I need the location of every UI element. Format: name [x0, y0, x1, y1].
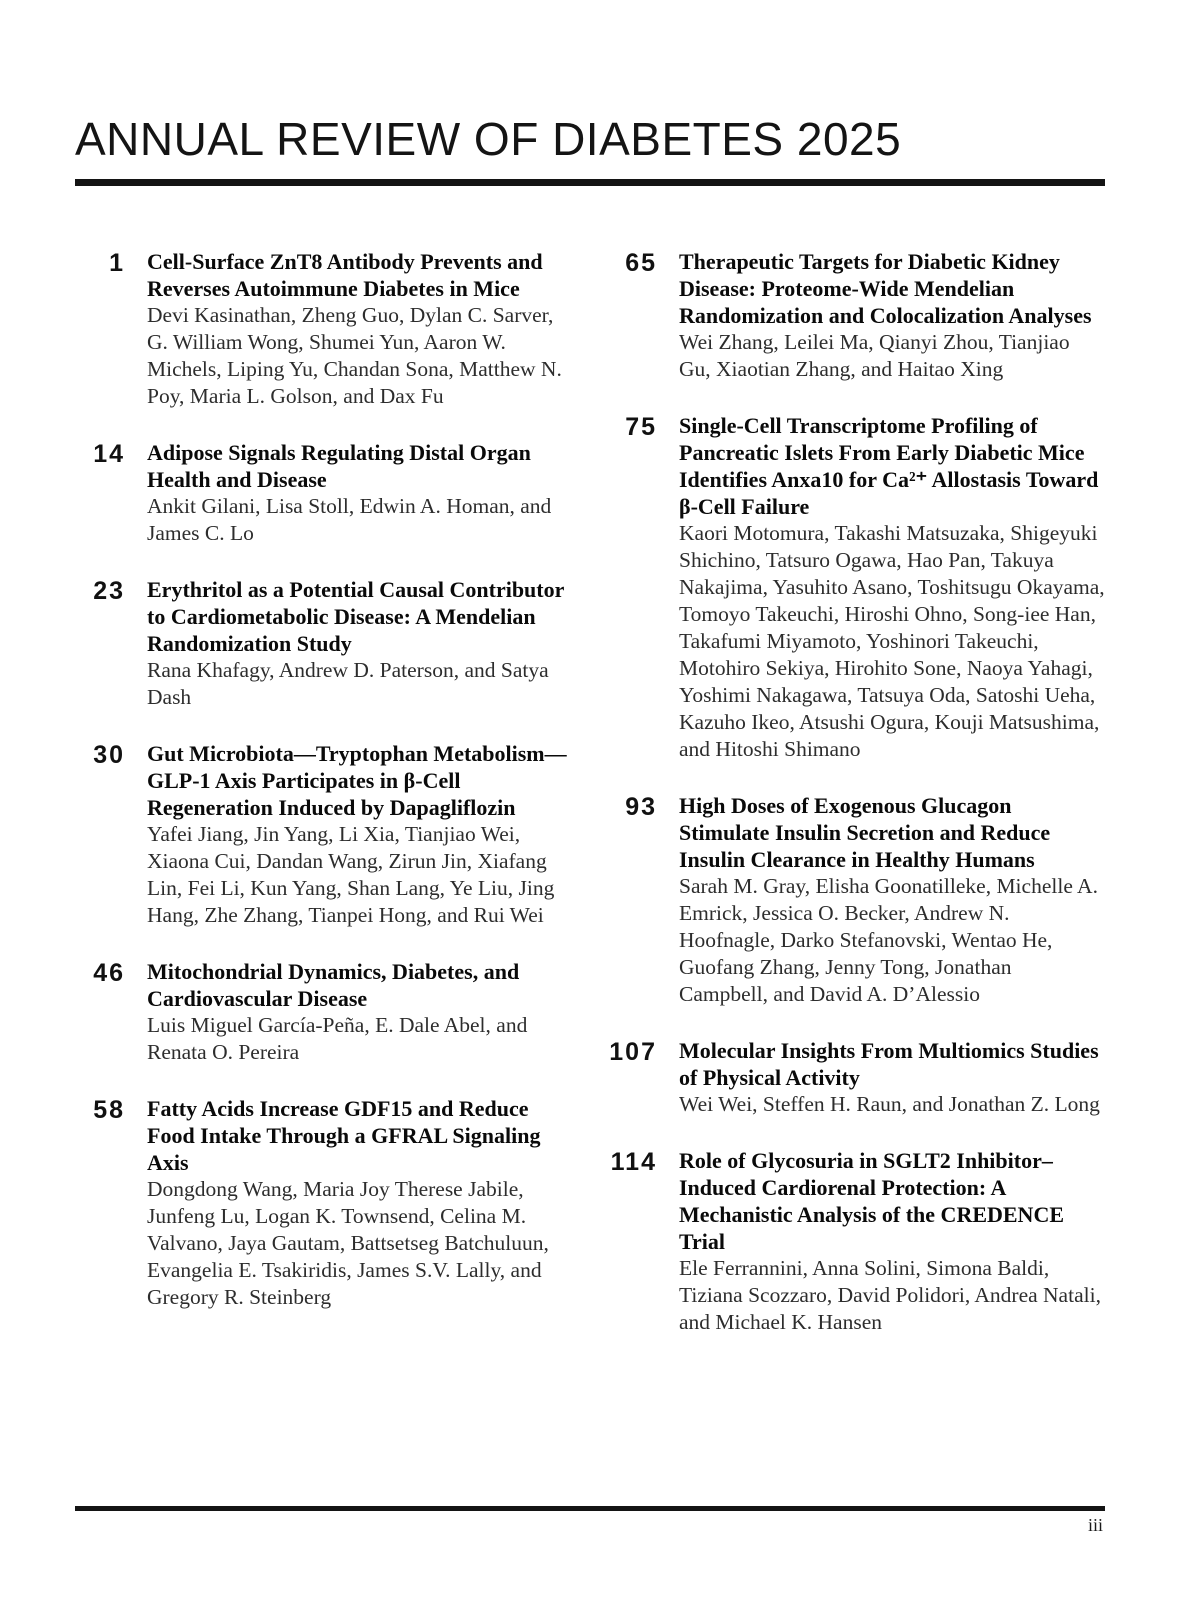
footer-rule: [75, 1506, 1105, 1511]
page-header: [0, 0, 1200, 186]
entry-page-number: 93: [625, 793, 657, 821]
article-title: High Doses of Exogenous Glucagon Stimulate Insulin Secretion and Reduce Insulin Clearance in Healthy Humans: [679, 793, 1051, 872]
toc-column-left: [75, 248, 573, 1365]
toc-entry: [607, 1147, 1105, 1336]
entry-body: [147, 1095, 573, 1311]
article-authors: Yafei Jiang, Jin Yang, Li Xia, Tianjiao Wei, Xiaona Cui, Dandan Wang, Zirun Jin, Xiafang Lin, Fei Li, Kun Yang, Shan Lang, Ye Liu, Jing Hang, Zhe Zhang, Tianpei Hong, and Rui Wei: [147, 822, 555, 927]
entry-page-number: 65: [625, 249, 657, 277]
article-authors: Wei Zhang, Leilei Ma, Qianyi Zhou, Tianjiao Gu, Xiaotian Zhang, and Haitao Xing: [679, 330, 1070, 381]
article-title: Therapeutic Targets for Diabetic Kidney Disease: Proteome-Wide Mendelian Randomization and Colocalization Analyses: [679, 249, 1092, 328]
toc-entry: [75, 439, 573, 547]
article-authors: Luis Miguel García-Peña, E. Dale Abel, and Renata O. Pereira: [147, 1013, 528, 1064]
article-title: Gut Microbiota—Tryptophan Metabolism—GLP-1 Axis Participates in β-Cell Regeneration Induced by Dapagliflozin: [147, 741, 567, 820]
toc-entry: [75, 958, 573, 1066]
entry-body: [147, 576, 573, 711]
article-title: Cell-Surface ZnT8 Antibody Prevents and Reverses Autoimmune Diabetes in Mice: [147, 249, 543, 301]
header-rule: [75, 179, 1105, 186]
article-title: Fatty Acids Increase GDF15 and Reduce Food Intake Through a GFRAL Signaling Axis: [147, 1096, 541, 1175]
entry-body: [679, 1037, 1105, 1118]
entry-page-number: 14: [93, 440, 125, 468]
article-title: Adipose Signals Regulating Distal Organ Health and Disease: [147, 440, 531, 492]
article-authors: Sarah M. Gray, Elisha Goonatilleke, Michelle A. Emrick, Jessica O. Becker, Andrew N. Hoofnagle, Darko Stefanovski, Wentao He, Guofang Zhang, Jenny Tong, Jonathan Campbell, and David A. D’Alessio: [679, 874, 1098, 1006]
article-authors: Ankit Gilani, Lisa Stoll, Edwin A. Homan, and James C. Lo: [147, 494, 552, 545]
entry-body: [679, 792, 1105, 1008]
article-authors: Ele Ferrannini, Anna Solini, Simona Baldi, Tiziana Scozzaro, David Polidori, Andrea Natali, and Michael K. Hansen: [679, 1256, 1101, 1334]
article-authors: Dongdong Wang, Maria Joy Therese Jabile, Junfeng Lu, Logan K. Townsend, Celina M. Valvano, Jaya Gautam, Battsetseg Batchuluun, Evangelia E. Tsakiridis, James S.V. Lally, and Gregory R. Steinberg: [147, 1177, 549, 1309]
article-authors: Wei Wei, Steffen H. Raun, and Jonathan Z. Long: [679, 1092, 1100, 1116]
toc-entry: [75, 576, 573, 711]
article-title: Role of Glycosuria in SGLT2 Inhibitor–Induced Cardiorenal Protection: A Mechanistic Analysis of the CREDENCE Trial: [679, 1148, 1065, 1254]
entry-body: [147, 740, 573, 929]
toc-entry: [75, 1095, 573, 1311]
article-title: Mitochondrial Dynamics, Diabetes, and Cardiovascular Disease: [147, 959, 520, 1011]
toc-column-right: [607, 248, 1105, 1365]
entry-page-number: 107: [609, 1038, 657, 1066]
page-number: iii: [1087, 1515, 1103, 1535]
entry-body: [679, 412, 1105, 763]
page-footer: [75, 1506, 1105, 1536]
entry-body: [679, 248, 1105, 383]
article-title: Molecular Insights From Multiomics Studies of Physical Activity: [679, 1038, 1099, 1090]
article-authors: Kaori Motomura, Takashi Matsuzaka, Shigeyuki Shichino, Tatsuro Ogawa, Hao Pan, Takuya Nakajima, Yasuhito Asano, Toshitsugu Okayama, Tomoyo Takeuchi, Hiroshi Ohno, Song-iee Han, Takafumi Miyamoto, Yoshinori Takeuchi, Motohiro Sekiya, Hirohito Sone, Naoya Yahagi, Yoshimi Nakagawa, Tatsuya Oda, Satoshi Ueha, Kazuho Ikeo, Atsushi Ogura, Kouji Matsushima, and Hitoshi Shimano: [679, 521, 1105, 761]
entry-page-number: 1: [109, 249, 125, 277]
entry-body: [147, 439, 573, 547]
toc-entry: [607, 1037, 1105, 1118]
table-of-contents: [75, 248, 1105, 1365]
toc-entry: [75, 740, 573, 929]
entry-body: [147, 248, 573, 410]
entry-page-number: 30: [93, 741, 125, 769]
entry-body: [679, 1147, 1105, 1336]
entry-page-number: 46: [93, 959, 125, 987]
article-title: Erythritol as a Potential Causal Contributor to Cardiometabolic Disease: A Mendelian Randomization Study: [147, 577, 564, 656]
toc-entry: [607, 792, 1105, 1008]
entry-page-number: 58: [93, 1096, 125, 1124]
toc-entry: [607, 248, 1105, 383]
article-authors: Rana Khafagy, Andrew D. Paterson, and Satya Dash: [147, 658, 549, 709]
article-authors: Devi Kasinathan, Zheng Guo, Dylan C. Sarver, G. William Wong, Shumei Yun, Aaron W. Michels, Liping Yu, Chandan Sona, Matthew N. Poy, Maria L. Golson, and Dax Fu: [147, 303, 562, 408]
toc-entry: [607, 412, 1105, 763]
entry-page-number: 114: [610, 1148, 657, 1176]
entry-body: [147, 958, 573, 1066]
toc-entry: [75, 248, 573, 410]
entry-page-number: 23: [93, 577, 125, 605]
page-title: ANNUAL REVIEW OF DIABETES 2025: [75, 113, 902, 165]
entry-page-number: 75: [625, 413, 657, 441]
article-title: Single-Cell Transcriptome Profiling of Pancreatic Islets From Early Diabetic Mice Identifies Anxa10 for Ca²⁺ Allostasis Toward β-Cell Failure: [679, 413, 1099, 519]
